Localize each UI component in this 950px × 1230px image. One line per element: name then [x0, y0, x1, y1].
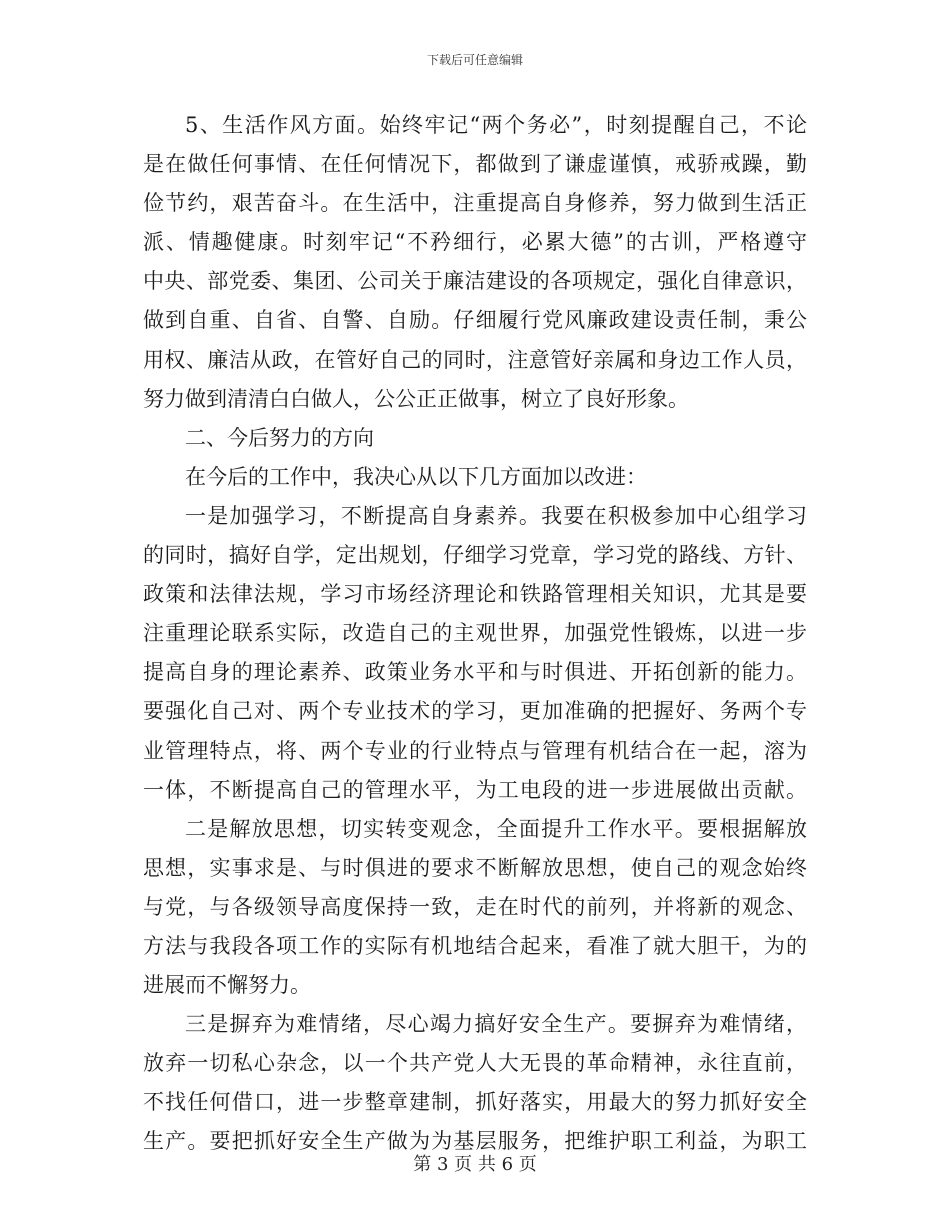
text-line: 思想，实事求是、与时俱进的要求不断解放思想，使自己的观念始终: [143, 855, 807, 880]
text-line: 提高自身的理论素养、政策业务水平和与时俱进、开拓创新的能力。: [143, 660, 807, 685]
text-line: 做到自重、自省、自警、自励。仔细履行党风廉政建设责任制，秉公: [143, 308, 807, 333]
text-line: 二、今后努力的方向: [185, 425, 374, 450]
text-line: 政策和法律法规，学习市场经济理论和铁路管理相关知识，尤其是要: [143, 582, 807, 607]
text-line: 一体，不断提高自己的管理水平，为工电段的进一步进展做出贡献。: [143, 777, 807, 802]
text-line: 业管理特点，将、两个专业的行业特点与管理有机结合在一起，溶为: [143, 738, 807, 763]
text-line: 进展而不懈努力。: [143, 973, 311, 998]
text-line: 方法与我段各项工作的实际有机地结合起来，看准了就大胆干，为的: [143, 933, 807, 958]
text-line: 中央、部党委、集团、公司关于廉洁建设的各项规定，强化自律意识，: [143, 269, 807, 294]
text-line: 5、生活作风方面。始终牢记“两个务必”，时刻提醒自己，不论: [185, 113, 807, 137]
text-line: 与党，与各级领导高度保持一致，走在时代的前列，并将新的观念、: [143, 894, 807, 919]
text-line: 的同时，搞好自学，定出规划，仔细学习党章，学习党的路线、方针、: [143, 543, 807, 568]
text-line: 放弃一切私心杂念，以一个共产党人大无畏的革命精神，永往直前，: [143, 1051, 807, 1076]
text-line: 不找任何借口，进一步整章建制，抓好落实，用最大的努力抓好安全: [143, 1090, 807, 1115]
text-line: 努力做到清清白白做人，公公正正做事，树立了良好形象。: [143, 386, 689, 411]
text-line: 用权、廉洁从政，在管好自己的同时，注意管好亲属和身边工作人员，: [143, 347, 807, 372]
text-line: 是在做任何事情、在任何情况下，都做到了谦虚谨慎，戒骄戒躁，勤: [143, 152, 807, 177]
text-line: 俭节约，艰苦奋斗。在生活中，注重提高自身修养，努力做到生活正: [143, 191, 807, 216]
text-line: 注重理论联系实际，改造自己的主观世界，加强党性锻炼，以进一步: [143, 621, 807, 646]
page-header: 下载后可任意编辑: [426, 53, 523, 67]
text-line: 二是解放思想，切实转变观念，全面提升工作水平。要根据解放: [185, 816, 807, 841]
text-line: 在今后的工作中，我决心从以下几方面加以改进：: [185, 464, 647, 489]
text-line: 派、情趣健康。时刻牢记“不矜细行，必累大德”的古训，严格遵守: [143, 230, 807, 255]
text-line: 生产。要把抓好安全生产做为为基层服务，把维护职工利益，为职工: [143, 1129, 807, 1154]
page-number-footer: 第 3 页 共 6 页: [413, 1154, 537, 1175]
text-line: 一是加强学习，不断提高自身素养。我要在积极参加中心组学习: [185, 503, 807, 528]
text-line: 三是摒弃为难情绪，尽心竭力搞好安全生产。要摒弃为难情绪，: [185, 1012, 807, 1037]
text-line: 要强化自己对、两个专业技术的学习，更加准确的把握好、务两个专: [143, 699, 807, 724]
document-body: [143, 106, 807, 1162]
